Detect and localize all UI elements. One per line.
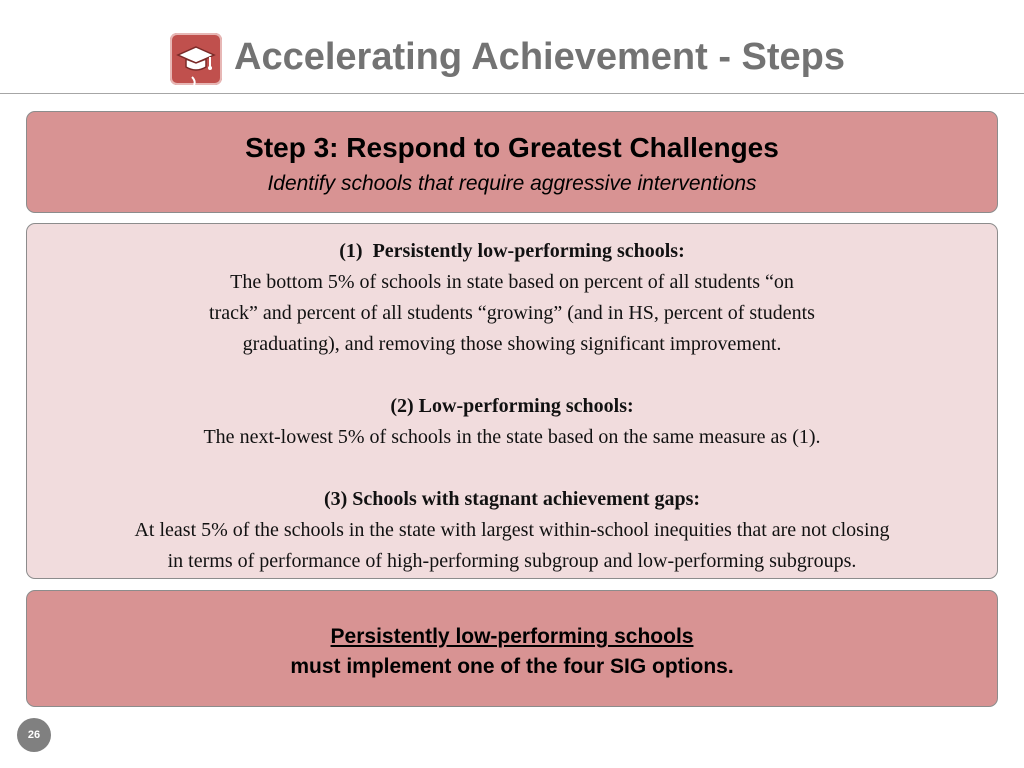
header-divider xyxy=(0,93,1024,94)
conclusion-line-1: Persistently low-performing schools xyxy=(330,625,694,648)
criterion-2-line: The next-lowest 5% of schools in the state based on the same measure as (1). xyxy=(203,426,821,448)
step-title: Step 3: Respond to Greatest Challenges xyxy=(245,132,779,163)
spacer xyxy=(27,360,997,391)
criterion-1-heading: (1) Persistently low-performing schools: xyxy=(339,240,685,262)
criterion-2-heading: (2) Low-performing schools: xyxy=(390,395,634,417)
slide-header xyxy=(0,0,1024,94)
graduation-cap-icon xyxy=(170,33,222,85)
criterion-3-line: At least 5% of the schools in the state with largest within-school inequities that are not closing xyxy=(134,519,890,541)
spacer xyxy=(27,453,997,484)
criterion-1-line: track” and percent of all students “growing” (and in HS, percent of students xyxy=(209,302,815,324)
criterion-1-line: graduating), and removing those showing significant improvement. xyxy=(242,333,782,355)
conclusion-banner xyxy=(26,590,998,707)
conclusion-text xyxy=(27,622,997,682)
step-banner xyxy=(26,111,998,213)
conclusion-line-2: must implement one of the four SIG options. xyxy=(290,655,734,678)
page-title: Accelerating Achievement - Steps xyxy=(234,36,846,78)
page-number-badge: 26 xyxy=(17,718,51,752)
criterion-1-line: The bottom 5% of schools in state based on percent of all students “on xyxy=(230,271,794,293)
step-subtitle: Identify schools that require aggressive interventions xyxy=(267,172,757,195)
criterion-3-heading: (3) Schools with stagnant achievement gaps: xyxy=(323,488,701,510)
criteria-panel xyxy=(26,223,998,579)
criterion-3-line: in terms of performance of high-performing subgroup and low-performing subgroups. xyxy=(167,550,857,572)
criteria-text xyxy=(27,236,997,577)
